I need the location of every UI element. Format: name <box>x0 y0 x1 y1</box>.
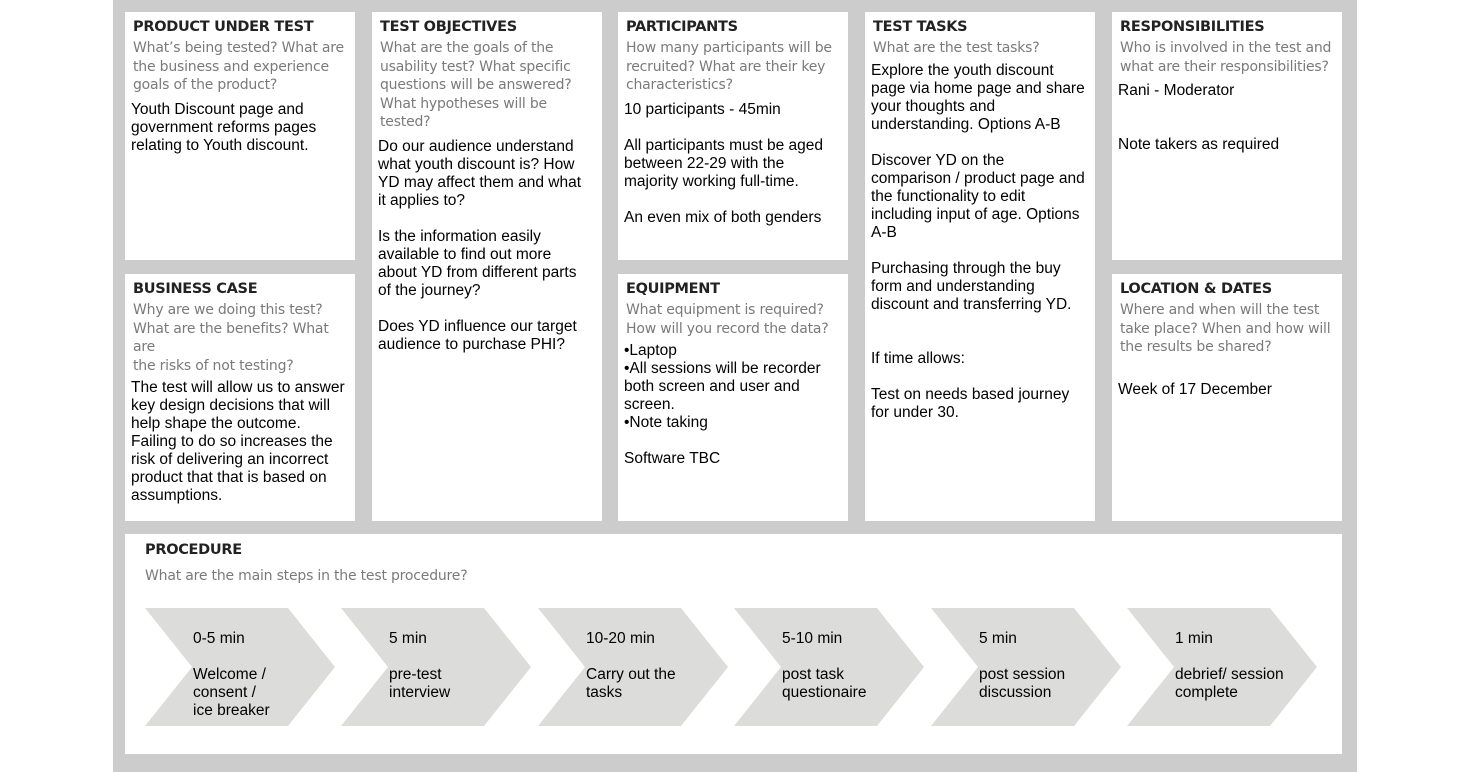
card-title: LOCATION & DATES <box>1120 281 1272 297</box>
step-label: post session discussion <box>979 666 1066 701</box>
card-answer: Explore the youth discount page via home page and share your thoughts and understanding. Options A-B Discover YD on the comparison / product page and the functionality to edit including input of age. Options A-B Purchasing through the buy form and understanding discount and transferring YD. If time allows: Test on needs based journey for under 30. <box>871 61 1085 421</box>
card-prompt: Where and when will the test take place? When and how will the results be shared? <box>1120 302 1331 355</box>
step-duration: 0-5 min <box>193 630 245 647</box>
card-prompt: Who is involved in the test and what are their responsibilities? <box>1120 40 1332 75</box>
card-participants <box>618 12 848 260</box>
card-title: RESPONSIBILITIES <box>1120 19 1265 35</box>
card-prompt: Why are we doing this test? What are the benefits? What are the risks of not testing? <box>133 302 329 374</box>
step-duration: 5 min <box>979 630 1017 647</box>
card-title: BUSINESS CASE <box>133 281 258 297</box>
card-title: TEST OBJECTIVES <box>380 19 517 35</box>
card-responsibilities <box>1112 12 1342 260</box>
procedure-step <box>734 608 924 726</box>
card-answer: •Laptop •All sessions will be recorder both screen and user and screen. •Note taking Software TBC <box>624 342 821 467</box>
card-test-objectives <box>372 12 602 521</box>
card-equipment <box>618 274 848 521</box>
procedure-step <box>1127 608 1317 726</box>
procedure-title: PROCEDURE <box>145 542 242 558</box>
step-duration: 1 min <box>1175 630 1213 647</box>
card-answer: Rani - Moderator Note takers as required <box>1118 82 1280 153</box>
card-prompt: What are the test tasks? <box>873 40 1040 56</box>
procedure-prompt: What are the main steps in the test procedure? <box>145 568 468 584</box>
step-label: Carry out the tasks <box>586 666 676 701</box>
card-title: PRODUCT UNDER TEST <box>133 19 314 35</box>
card-prompt: What’s being tested? What are the business and experience goals of the product? <box>133 40 344 93</box>
card-title: EQUIPMENT <box>626 281 720 297</box>
step-label: pre-test interview <box>389 666 451 701</box>
procedure-step <box>538 608 728 726</box>
card-product-under-test <box>125 12 355 260</box>
card-answer: Youth Discount page and government reforms pages relating to Youth discount. <box>131 100 317 154</box>
card-location-dates <box>1112 274 1342 521</box>
card-answer: Week of 17 December <box>1118 380 1272 398</box>
card-title: PARTICIPANTS <box>626 19 738 35</box>
procedure-step <box>341 608 531 726</box>
card-test-tasks <box>865 12 1095 521</box>
step-label: Welcome / consent / ice breaker <box>193 666 270 719</box>
card-prompt: How many participants will be recruited? What are their key characteristics? <box>626 40 832 93</box>
card-prompt: What equipment is required? How will you record the data? <box>626 302 829 337</box>
card-business-case <box>125 274 355 521</box>
card-procedure <box>125 534 1342 754</box>
test-plan-board <box>113 0 1357 772</box>
step-duration: 5-10 min <box>782 630 843 647</box>
card-answer: The test will allow us to answer key design decisions that will help shape the outcome. Failing to do so increases the risk of delivering an incorrect product that that is based on assumptions. <box>131 379 345 504</box>
card-title: TEST TASKS <box>873 19 968 35</box>
procedure-step <box>145 608 335 726</box>
step-label: debrief/ session complete <box>1175 666 1284 701</box>
procedure-step <box>931 608 1121 726</box>
step-duration: 5 min <box>389 630 427 647</box>
card-answer: Do our audience understand what youth discount is? How YD may affect them and what it applies to? Is the information easily available to find out more about YD from different parts of the journey? Does YD influence our target audience to purchase PHI? <box>378 137 582 353</box>
step-label: post task questionaire <box>782 666 867 701</box>
card-answer: 10 participants - 45min All participants must be aged between 22-29 with the majority working full-time. An even mix of both genders <box>624 100 824 226</box>
card-prompt: What are the goals of the usability test? What specific questions will be answered? What hypotheses will be tested? <box>380 40 572 130</box>
step-duration: 10-20 min <box>586 630 655 647</box>
